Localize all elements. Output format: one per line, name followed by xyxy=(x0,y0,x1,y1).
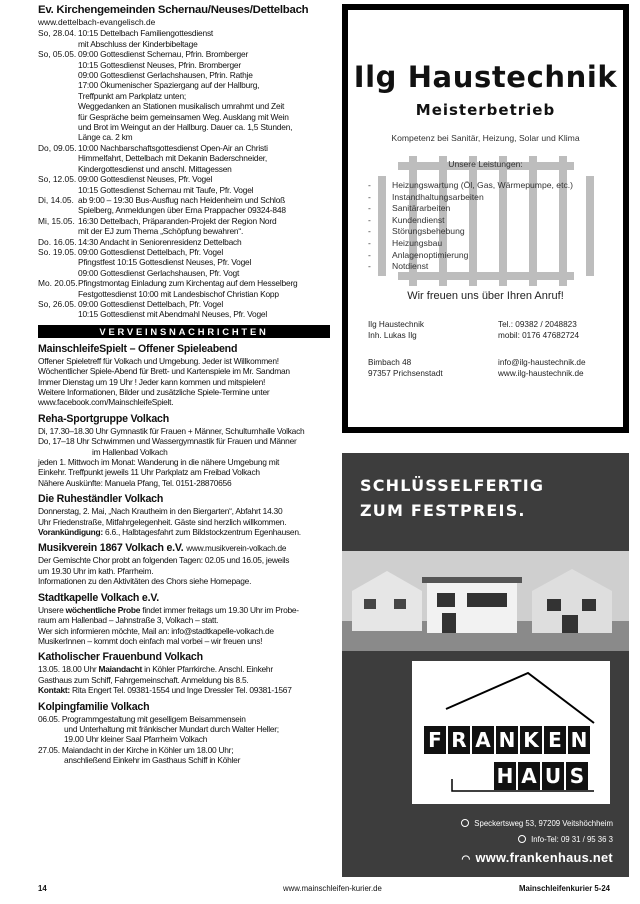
logo-letter: N xyxy=(568,726,590,754)
event-text xyxy=(78,247,330,278)
event-line: mit der EJ zum Thema „Schöpfung bewahren“. xyxy=(78,226,244,237)
frauen-bold: Kontakt: xyxy=(38,685,70,696)
section-musikverein xyxy=(38,542,330,586)
page-number: 14 xyxy=(38,884,47,893)
event-date: Di, 14.05. xyxy=(38,194,74,205)
event-line: ab 9:00 – 19:30 Bus-Ausflug nach Heidenheim und Schloß xyxy=(78,194,286,205)
event-line: 10:15 Gottesdienst Schernau mit Taufe, Pfr. Vogel xyxy=(78,184,254,195)
event-line: Pfingstmontag Einladung zum Kirchentag auf dem Hesselberg xyxy=(78,278,298,289)
ad-ilg-tel[interactable]: Tel.: 09382 / 2048823 xyxy=(498,320,577,329)
kolping-line: 19.00 Uhr kleiner Saal Pfarrheim Volkach xyxy=(64,734,208,745)
event-row xyxy=(38,299,330,320)
event-date: So, 05.05. xyxy=(38,49,77,60)
logo-letter: R xyxy=(448,726,470,754)
ad-frankenhaus-address xyxy=(461,819,613,828)
section-frauenbund xyxy=(38,651,330,695)
event-line: 09:00 Gottesdienst Schernau, Pfrin. Bromberger xyxy=(78,49,249,60)
reha-line: Do, 17–18 Uhr Schwimmen und Wassergymnastik für Frauen und Männer xyxy=(38,436,297,447)
event-text xyxy=(78,216,330,237)
stadt-line: raum am Hallenbad – Jahnstraße 3, Volkach – statt. xyxy=(38,615,219,626)
ad-ilg-haustechnik xyxy=(342,4,629,433)
reha-line: im Hallenbad Volkach xyxy=(92,446,168,457)
reha-line: jeden 1. Mittwoch im Monat: Wanderung in die nähere Umgebung mit xyxy=(38,457,280,468)
houses-photo xyxy=(342,551,629,651)
ad-ilg-phone-block xyxy=(498,319,579,341)
event-text xyxy=(78,143,330,174)
frauen-text: Rita Engert Tel. 09381-1554 und Inge Dressler Tel. 09381-1567 xyxy=(69,685,292,696)
event-line: 17:00 Ökumenischer Spaziergang auf der Hallburg, xyxy=(78,80,260,91)
address-text: Speckertsweg 53, 97209 Veitshöchheim xyxy=(474,819,613,828)
event-date: So, 12.05. xyxy=(38,174,77,185)
frauen-text: in Köhler Pfarrkirche. Anschl. Einkehr xyxy=(142,664,273,675)
event-line: Weggedanken an Stationen musikalisch umrahmt und Zeit xyxy=(78,101,285,112)
musik-line: Der Gemischte Chor probt an folgenden Tagen: 02.05 und 16.05, jeweils xyxy=(38,555,290,566)
service-item: - Heizungsbau xyxy=(368,238,573,250)
ad-ilg-name-block xyxy=(368,319,424,341)
event-text xyxy=(78,299,330,320)
ad-ilg-name: Ilg Haustechnik xyxy=(368,320,424,329)
event-line: Treffpunkt am Parkplatz unten; xyxy=(78,90,187,101)
event-date: Do. 16.05. xyxy=(38,236,77,247)
headline-line: ZUM FESTPREIS. xyxy=(360,501,526,520)
event-line: Länge ca. 2 km xyxy=(78,132,133,143)
service-item: - Heizungswartung (Öl, Gas, Wärmepumpe, etc.) xyxy=(368,180,573,192)
ad-ilg-services xyxy=(368,180,573,273)
event-text xyxy=(78,237,330,247)
stadt-line: MusikerInnen – kommt doch einfach mal vorbei – wir freuen uns! xyxy=(38,635,263,646)
ad-frankenhaus xyxy=(342,453,629,877)
event-row xyxy=(38,28,330,49)
reha-line: Einkehr. Treffpunkt jeweils 11 Uhr Parkplatz am Freibad Volkach xyxy=(38,467,260,478)
logo-letter: S xyxy=(566,762,588,790)
logo-row-franken xyxy=(424,726,590,754)
musik-url[interactable]: www.musikverein-volkach.de xyxy=(186,544,287,554)
stadt-mail[interactable]: Wer sich informieren möchte, Mail an: info@stadtkapelle-volkach.de xyxy=(38,625,274,636)
stadt-bold: wöchentliche Probe xyxy=(65,604,141,615)
event-line: 09:00 Gottesdienst Dettelbach, Pfr. Vogel xyxy=(78,246,223,257)
ad-ilg-web[interactable]: www.ilg-haustechnik.de xyxy=(498,369,584,378)
logo-letter: U xyxy=(542,762,564,790)
service-item: - Sanitärarbeiten xyxy=(368,203,573,215)
service-item: - Kundendienst xyxy=(368,215,573,227)
stadt-text: findet immer freitags um 19.30 Uhr im Probe- xyxy=(140,604,299,615)
event-line: 09:00 Gottesdienst Dettelbach, Pfr. Vogel xyxy=(78,298,223,309)
musik-title xyxy=(38,542,330,555)
event-line: 14:30 Andacht in Seniorenresidenz Dettelbach xyxy=(78,236,242,247)
left-column xyxy=(38,4,330,766)
logo-letter: A xyxy=(472,726,494,754)
event-row xyxy=(38,49,330,143)
spiel-title: MainschleifeSpielt – Offener Spieleabend xyxy=(38,342,238,355)
spiel-link[interactable]: www.facebook.com/MainschleifeSpielt. xyxy=(38,397,174,408)
event-row xyxy=(38,237,330,247)
ad-ilg-sub: Meisterbetrieb xyxy=(415,101,556,119)
event-line: 16:30 Dettelbach, Präparanden-Projekt der Region Nord xyxy=(78,215,277,226)
ad-ilg-brand: Ilg Haustechnik xyxy=(353,60,618,94)
reha-line: Di, 17.30–18.30 Uhr Gymnastik für Frauen + Männer, Schulturnhalle Volkach xyxy=(38,425,305,436)
logo-letter: F xyxy=(424,726,446,754)
musik-line: Informationen zu den Aktivitäten des Chors siehe Homepage. xyxy=(38,576,252,587)
logo-letter: N xyxy=(496,726,518,754)
kolping-line: und Unterhaltung mit fränkischer Mundart durch Walter Heller; xyxy=(64,723,279,734)
event-text xyxy=(78,195,330,216)
frauen-line xyxy=(38,685,330,695)
ruhe-line: Donnerstag, 2. Mai, „Nach Krautheim in den Biergarten“, Abfahrt 14.30 xyxy=(38,506,283,517)
ad-ilg-online-block xyxy=(498,357,586,379)
event-line: 10:15 Gottesdienst mit Abendmahl Neuses, Pfr. Vogel xyxy=(78,309,268,320)
event-text xyxy=(78,174,330,195)
ad-ilg-city: 97357 Prichsenstadt xyxy=(368,369,443,378)
section-kolping xyxy=(38,701,330,766)
reha-title: Reha-Sportgruppe Volkach xyxy=(38,412,169,425)
reha-line: Nähere Auskünfte: Manuela Pfang, Tel. 0151-28870656 xyxy=(38,477,232,488)
event-line: 10:15 Dettelbach Familiengottesdienst xyxy=(78,28,214,39)
event-line: Pfingstfest 10:15 Gottesdienst Neuses, Pfr. Vogel xyxy=(78,257,252,268)
tel-text: Info-Tel: 09 31 / 95 36 3 xyxy=(531,835,613,844)
web-text: www.frankenhaus.net xyxy=(475,850,613,865)
stadt-title: Stadtkapelle Volkach e.V. xyxy=(38,591,160,604)
kolping-title: Kolpingfamilie Volkach xyxy=(38,700,150,713)
event-line: Kindergottesdienst und anschl. Mittagessen xyxy=(78,163,232,174)
headline-line: SCHLÜSSELFERTIG xyxy=(360,476,545,495)
service-item: - Notdienst xyxy=(368,261,573,273)
event-text xyxy=(78,278,330,299)
kolping-line: 06.05. Programmgestaltung mit geselligem Beisammensein xyxy=(38,713,246,724)
event-row xyxy=(38,174,330,195)
stadt-line xyxy=(38,605,330,615)
church-url[interactable]: www.dettelbach-evangelisch.de xyxy=(38,17,156,27)
event-row xyxy=(38,143,330,174)
church-events xyxy=(38,28,330,319)
ruhe-line xyxy=(38,527,330,537)
section-spieleabend xyxy=(38,343,330,408)
event-line: 09:00 Gottesdienst Gerlachshausen, Pfr. Vogt xyxy=(78,267,240,278)
event-text xyxy=(78,49,330,143)
spiel-line: Immer Dienstag um 19 Uhr ! Jeder kann kommen und mitspielen! xyxy=(38,376,266,387)
spiel-line: Wöchentlicher Spiele-Abend für Brett- und Kartenspiele im Mr. Sandman xyxy=(38,366,290,377)
frauen-title: Katholischer Frauenbund Volkach xyxy=(38,651,203,664)
ad-ilg-leistungen-title: Unsere Leistungen: xyxy=(448,159,523,169)
ruhe-title: Die Ruheständler Volkach xyxy=(38,493,164,506)
ad-ilg-street: Bimbach 48 xyxy=(368,358,412,367)
musik-title-text: Musikverein 1867 Volkach e.V. xyxy=(38,542,184,555)
spiel-line: Weitere Informationen, Bilder und zusätzliche Spiele-Termine unter xyxy=(38,387,270,397)
event-row xyxy=(38,278,330,299)
ad-frankenhaus-tel[interactable] xyxy=(518,835,613,844)
service-item: - Störungsbehebung xyxy=(368,226,573,238)
ad-ilg-kompetenz: Kompetenz bei Sanitär, Heizung, Solar und Klima xyxy=(391,133,580,143)
church-title: Ev. Kirchengemeinden Schernau/Neuses/Dettelbach xyxy=(38,4,309,16)
section-stadtkapelle xyxy=(38,592,330,647)
footer-issue: Mainschleifenkurier 5-24 xyxy=(519,884,611,893)
event-row xyxy=(38,216,330,237)
event-line: 09:00 Gottesdienst Neuses, Pfr. Vogel xyxy=(78,174,213,185)
stadt-text: Unsere xyxy=(38,604,66,615)
event-line: Himmelfahrt, Dettelbach mit Dekanin Baderschneider, xyxy=(78,153,268,164)
kolping-line: anschließend Einkehr im Gasthaus Schiff in Köhler xyxy=(64,755,241,766)
ruhe-line: Uhr Friedenstraße, Mitfahrgelegenheit. Gäste sind herzlich willkommen. xyxy=(38,516,287,527)
section-band: VERVEINSNACHRICHTEN xyxy=(38,325,330,338)
logo-letter: K xyxy=(520,726,542,754)
ad-frankenhaus-web[interactable] xyxy=(461,850,613,865)
event-row xyxy=(38,247,330,278)
logo-letter: E xyxy=(544,726,566,754)
musik-line: um 19.30 Uhr im kath. Pfarrheim. xyxy=(38,565,154,576)
event-row xyxy=(38,195,330,216)
event-line: für Gespräche beim gemeinsamen Weg. Ausklang mit Wein xyxy=(78,111,289,122)
ad-frankenhaus-headline xyxy=(360,473,544,523)
logo-letter: H xyxy=(494,762,516,790)
service-item: - Anlagenoptimierung xyxy=(368,250,573,262)
frauen-line xyxy=(38,664,330,674)
ruhe-text: 6.6., Halbtagesfahrt zum Bildstockzentrum Egenhausen. xyxy=(102,527,301,538)
event-line: 10:15 Gottesdienst Neuses, Pfrin. Bromberger xyxy=(78,59,241,70)
frauen-bold: Maiandacht xyxy=(98,664,143,675)
phone-icon xyxy=(518,835,526,843)
service-item: - Instandhaltungsarbeiten xyxy=(368,192,573,204)
ad-ilg-mobil[interactable]: mobil: 0176 47682724 xyxy=(498,331,580,340)
event-date: So. 19.05. xyxy=(38,246,77,257)
event-date: Mi, 15.05. xyxy=(38,215,75,226)
event-line: mit Abschluss der Kinderbibeltage xyxy=(78,38,198,49)
ad-ilg-mail[interactable]: info@ilg-haustechnik.de xyxy=(498,358,586,367)
event-line: 09:00 Gottesdienst Gerlachshausen, Pfrin. Rathje xyxy=(78,70,253,81)
logo-letter: A xyxy=(518,762,540,790)
ad-ilg-owner: Inh. Lukas Ilg xyxy=(368,331,417,340)
frauen-line: Gasthaus zum Schiff, Fahrgemeinschaft. Anmeldung bis 8.5. xyxy=(38,674,249,685)
event-text xyxy=(78,28,330,49)
event-line: Festgottesdienst 10:00 mit Landesbischof Christian Kopp xyxy=(78,288,279,299)
ad-ilg-address-block xyxy=(368,357,443,379)
event-line: Spielberg, Anmeldungen über Erna Prappacher 09324-848 xyxy=(78,205,286,216)
kolping-line: 27.05. Maiandacht in der Kirche in Köhler um 18.00 Uhr; xyxy=(38,744,234,755)
ruhe-label: Vorankündigung: xyxy=(38,527,103,538)
frankenhaus-logo xyxy=(412,661,610,804)
section-reha xyxy=(38,413,330,488)
wifi-icon: ◠ xyxy=(461,854,471,865)
logo-row-haus xyxy=(494,762,588,790)
spiel-line: Offener Spieletreff für Volkach und Umgebung. Jeder ist Willkommen! xyxy=(38,355,279,366)
event-date: So, 28.04. xyxy=(38,28,77,39)
event-date: Do, 09.05. xyxy=(38,142,77,153)
event-date: So, 26.05. xyxy=(38,298,77,309)
footer-site[interactable]: www.mainschleifen-kurier.de xyxy=(283,884,382,893)
section-ruhestaendler xyxy=(38,493,330,537)
event-line: und Brot im Weingut an der Hallburg. Dauer ca. 1,5 Stunden, xyxy=(78,122,293,133)
event-line: 10:00 Nachbarschaftsgottesdienst Open-Air an Christi xyxy=(78,142,268,153)
frauen-text: 13.05. 18.00 Uhr xyxy=(38,664,99,675)
ad-ilg-inner xyxy=(348,10,623,427)
ad-ilg-anruf: Wir freuen uns über Ihren Anruf! xyxy=(407,290,564,302)
event-date: Mo. 20.05. xyxy=(38,278,78,289)
location-pin-icon xyxy=(461,819,469,827)
